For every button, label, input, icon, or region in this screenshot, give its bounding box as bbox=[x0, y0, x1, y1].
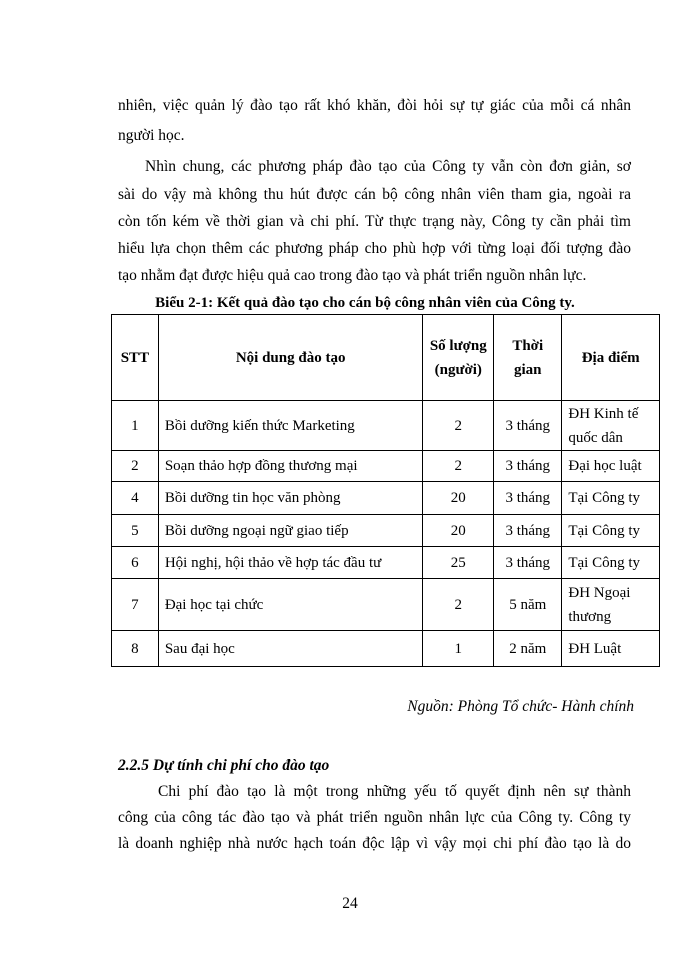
cell-place: ĐH Ngoại thương bbox=[562, 579, 660, 631]
header-time: Thời gian bbox=[494, 315, 562, 401]
cell-content: Bồi dưỡng kiến thức Marketing bbox=[158, 401, 423, 451]
header-place: Địa điểm bbox=[562, 315, 660, 401]
cell-count: 2 bbox=[423, 579, 494, 631]
table-row bbox=[112, 401, 660, 451]
cell-content: Hội nghị, hội thảo về hợp tác đầu tư bbox=[158, 547, 423, 579]
cell-stt: 4 bbox=[112, 482, 159, 515]
cell-content: Đại học tại chức bbox=[158, 579, 423, 631]
section-heading: 2.2.5 Dự tính chi phí cho đào tạo bbox=[118, 757, 330, 774]
cell-time: 3 tháng bbox=[494, 482, 562, 515]
table-row bbox=[112, 579, 660, 631]
paragraph-line: công của công tác đào tạo và phát triển nguồn nhân lực của Công ty. Công ty bbox=[118, 809, 631, 826]
cell-time: 3 tháng bbox=[494, 401, 562, 451]
paragraph-line: là doanh nghiệp nhà nước hạch toán độc lập vì vậy mọi chi phí đào tạo là do bbox=[118, 835, 631, 852]
cell-place: Tại Công ty bbox=[562, 482, 660, 515]
cell-place: Đại học luật bbox=[562, 451, 660, 482]
paragraph-line: còn tốn kém về thời gian và chi phí. Từ thực trạng này, Công ty cần phải tìm bbox=[118, 213, 631, 230]
paragraph-line: Chi phí đào tạo là một trong những yếu tố quyết định nên sự thành bbox=[158, 783, 631, 800]
cell-time: 3 tháng bbox=[494, 515, 562, 547]
paragraph-line: tạo nhằm đạt được hiệu quả cao trong đào tạo và phát triển nguồn nhân lực. bbox=[118, 267, 587, 284]
table-source-note: Nguồn: Phòng Tổ chức- Hành chính bbox=[407, 698, 634, 715]
cell-count: 2 bbox=[423, 451, 494, 482]
cell-count: 2 bbox=[423, 401, 494, 451]
cell-count: 1 bbox=[423, 631, 494, 667]
table-row bbox=[112, 451, 660, 482]
cell-content: Bồi dưỡng ngoại ngữ giao tiếp bbox=[158, 515, 423, 547]
table-row bbox=[112, 547, 660, 579]
training-results-table bbox=[111, 314, 660, 667]
cell-place: ĐH Luật bbox=[562, 631, 660, 667]
paragraph-line: nhiên, việc quản lý đào tạo rất khó khăn, đòi hỏi sự tự giác của mỗi cá nhân bbox=[118, 97, 631, 114]
table-row bbox=[112, 631, 660, 667]
table-row bbox=[112, 515, 660, 547]
cell-stt: 7 bbox=[112, 579, 159, 631]
header-count: Số lượng (người) bbox=[423, 315, 494, 401]
cell-content: Bồi dưỡng tin học văn phòng bbox=[158, 482, 423, 515]
cell-content: Soạn thảo hợp đồng thương mại bbox=[158, 451, 423, 482]
cell-count: 20 bbox=[423, 482, 494, 515]
cell-stt: 2 bbox=[112, 451, 159, 482]
cell-place: Tại Công ty bbox=[562, 515, 660, 547]
cell-count: 25 bbox=[423, 547, 494, 579]
table-caption: Biểu 2-1: Kết quả đào tạo cho cán bộ công nhân viên của Công ty. bbox=[155, 295, 575, 311]
table-header-row bbox=[112, 315, 660, 401]
paragraph-line: người học. bbox=[118, 127, 185, 144]
cell-count: 20 bbox=[423, 515, 494, 547]
paragraph-line: Nhìn chung, các phương pháp đào tạo của Công ty vẫn còn đơn giản, sơ bbox=[145, 158, 631, 175]
cell-stt: 1 bbox=[112, 401, 159, 451]
cell-time: 5 năm bbox=[494, 579, 562, 631]
table-row bbox=[112, 482, 660, 515]
cell-place: ĐH Kinh tế quốc dân bbox=[562, 401, 660, 451]
cell-stt: 6 bbox=[112, 547, 159, 579]
cell-stt: 5 bbox=[112, 515, 159, 547]
cell-stt: 8 bbox=[112, 631, 159, 667]
header-content: Nội dung đào tạo bbox=[158, 315, 423, 401]
cell-time: 3 tháng bbox=[494, 451, 562, 482]
cell-time: 3 tháng bbox=[494, 547, 562, 579]
paragraph-line: sài do vậy mà không thu hút được cán bộ công nhân viên tham gia, ngoài ra bbox=[118, 186, 631, 203]
cell-time: 2 năm bbox=[494, 631, 562, 667]
page-number: 24 bbox=[342, 895, 358, 912]
cell-content: Sau đại học bbox=[158, 631, 423, 667]
paragraph-line: hiểu lựa chọn thêm các phương pháp cho phù hợp với từng loại đối tượng đào bbox=[118, 240, 631, 257]
header-stt: STT bbox=[112, 315, 159, 401]
cell-place: Tại Công ty bbox=[562, 547, 660, 579]
